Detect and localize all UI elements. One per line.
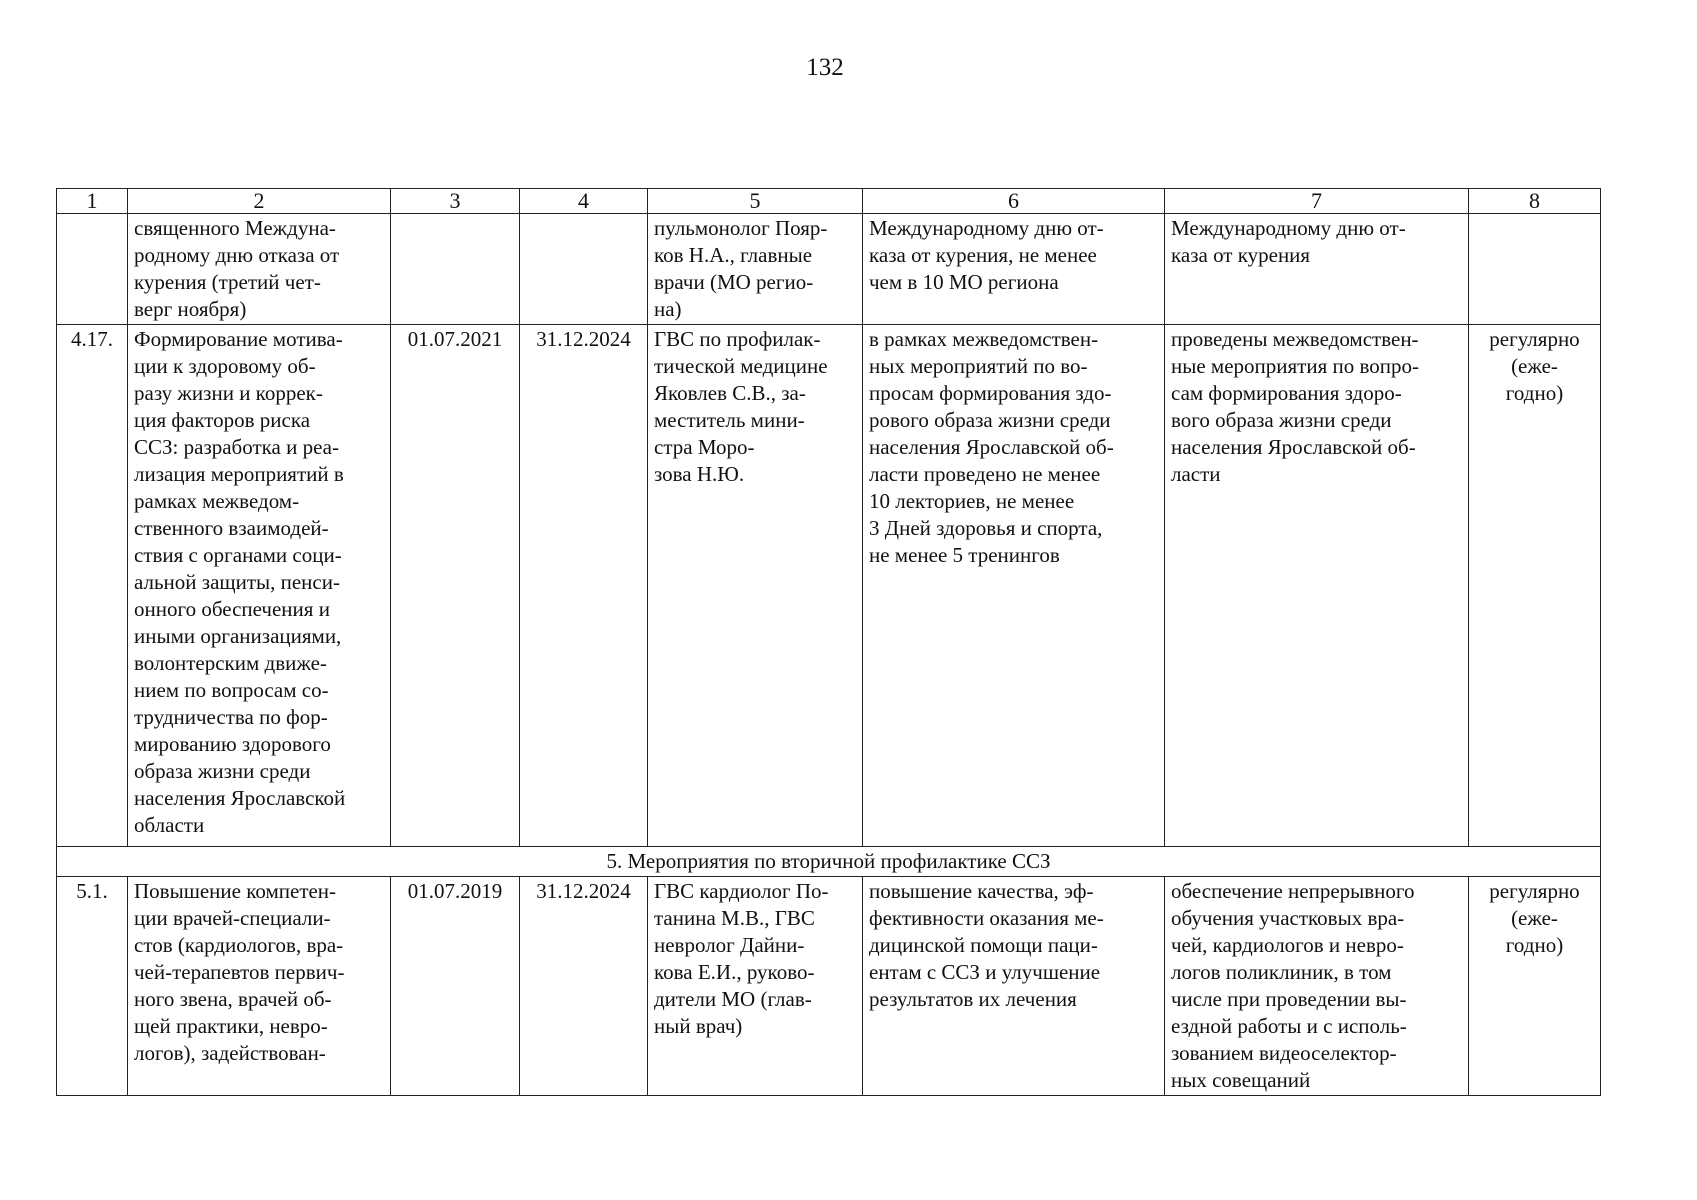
frequency: регулярно (еже- годно) (1469, 877, 1601, 1096)
column-header: 5 (648, 189, 863, 214)
section-title: 5. Мероприятия по вторичной профилактике ССЗ (57, 847, 1601, 877)
responsible: ГВС по профилак- тической медицине Яковлев С.В., за- меститель мини- стра Моро- зова Н.Ю. (648, 325, 863, 847)
indicator: Международному дню от- каза от курения, не менее чем в 10 МО региона (863, 214, 1165, 325)
row-number (57, 214, 128, 325)
result: проведены межведомствен- ные мероприятия по вопро- сам формирования здоро- вого образа жизни среди населения Ярославской об- ласти (1165, 325, 1469, 847)
measure-name: священного Междуна- родному дню отказа от курения (третий чет- верг ноября) (128, 214, 391, 325)
start-date: 01.07.2019 (391, 877, 520, 1096)
column-header: 1 (57, 189, 128, 214)
section-row (57, 847, 1601, 877)
start-date (391, 214, 520, 325)
row-number: 4.17. (57, 325, 128, 847)
table-row (57, 214, 1601, 325)
table-row (57, 877, 1601, 1096)
column-number-row (57, 189, 1601, 214)
start-date: 01.07.2021 (391, 325, 520, 847)
column-header: 3 (391, 189, 520, 214)
end-date (520, 214, 648, 325)
measure-name: Повышение компетен- ции врачей-специали- стов (кардиологов, вра- чей-терапевтов первич- ного звена, врачей об- щей практики, невро- логов), задействован- (128, 877, 391, 1096)
frequency (1469, 214, 1601, 325)
column-header: 6 (863, 189, 1165, 214)
indicator: в рамках межведомствен- ных мероприятий по во- просам формирования здо- рового образа жизни среди населения Ярославской об- ласти проведено не менее 10 лекториев, не менее 3 Дней здоровья и спорта, не менее 5 тренингов (863, 325, 1165, 847)
responsible: ГВС кардиолог По- танина М.В., ГВС невролог Дайни- кова Е.И., руково- дители МО (глав- ный врач) (648, 877, 863, 1096)
row-number: 5.1. (57, 877, 128, 1096)
page-number: 132 (806, 54, 844, 81)
end-date: 31.12.2024 (520, 877, 648, 1096)
column-header: 4 (520, 189, 648, 214)
measure-name: Формирование мотива- ции к здоровому об- разу жизни и коррек- ция факторов риска ССЗ: разработка и реа- лизация мероприятий в рамках межведом- ственного взаимодей- ствия с органами соци- альной защиты, пенси- онного обеспечения и иными организациями, волонтерским движе- нием по вопросам со- трудничества по фор- мированию здорового образа жизни среди населения Ярославской области (128, 325, 391, 847)
result: Международному дню от- каза от курения (1165, 214, 1469, 325)
responsible: пульмонолог Пояр- ков Н.А., главные врачи (МО регио- на) (648, 214, 863, 325)
column-header: 7 (1165, 189, 1469, 214)
column-header: 8 (1469, 189, 1601, 214)
table-row (57, 325, 1601, 847)
measures-table (56, 188, 1601, 1096)
frequency: регулярно (еже- годно) (1469, 325, 1601, 847)
indicator: повышение качества, эф- фективности оказания ме- дицинской помощи паци- ентам с ССЗ и улучшение результатов их лечения (863, 877, 1165, 1096)
end-date: 31.12.2024 (520, 325, 648, 847)
column-header: 2 (128, 189, 391, 214)
result: обеспечение непрерывного обучения участковых вра- чей, кардиологов и невро- логов поликлиник, в том числе при проведении вы- ездной работы и с исполь- зованием видеоселектор- ных совещаний (1165, 877, 1469, 1096)
